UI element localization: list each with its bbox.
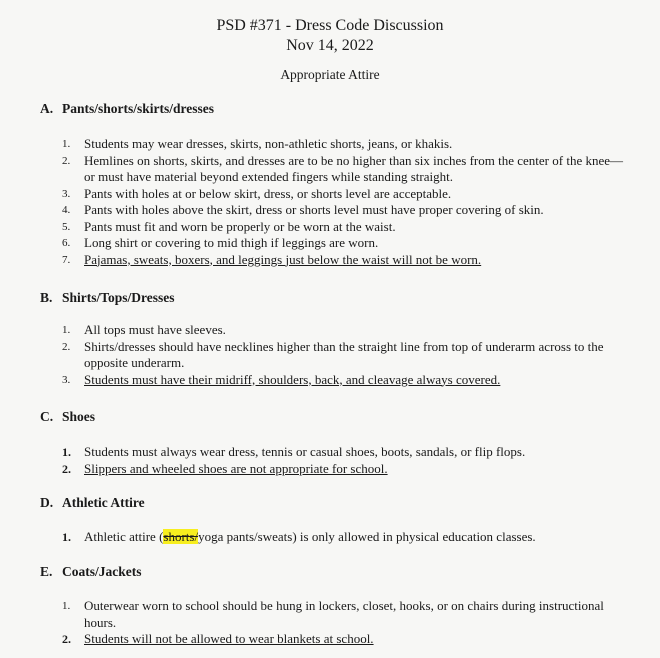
list-item [62,461,632,478]
section-c-list [62,444,632,477]
item-number: 3. [62,187,71,200]
list-item [62,339,632,372]
section-letter: C. [40,409,54,424]
item-text: Long shirt or covering to mid thigh if leggings are worn. [84,235,379,250]
item-number: 7. [62,253,71,266]
item-number: 1. [62,324,71,336]
section-title: Coats/Jackets [62,564,142,579]
item-number: 5. [62,220,71,233]
item-text: Students must always wear dress, tennis or casual shoes, boots, sandals, or flip flops. [84,444,526,459]
item-number: 3. [62,373,71,386]
section-title: Shoes [62,409,96,424]
item-text: Outerwear worn to school should be hung in lockers, closet, hooks, or on chairs during instructional hours. [84,598,604,630]
item-number: 1. [62,445,71,459]
section-letter: D. [40,495,54,510]
item-number: 2. [62,154,71,167]
item-number: 2. [62,340,71,353]
item-text: Hemlines on shorts, skirts, and dresses are to be no higher than six inches from the center of the knee—or must have material beyond extended fingers while standing straight. [84,152,623,184]
document-date: Nov 14, 2022 [286,37,374,54]
list-item [62,235,632,252]
item-number: 2. [62,461,71,476]
item-number: 1. [62,138,71,150]
document-title: PSD #371 - Dress Code Discussion [216,17,444,34]
section-title: Pants/shorts/skirts/dresses [62,101,215,116]
item-text: Shirts/dresses should have necklines higher than the straight line from top of underarm across to the opposite underarm. [84,338,604,370]
section-d-heading [40,495,145,511]
item-number: 2. [62,632,71,646]
item-text: Slippers and wheeled shoes are not appropriate for school. [84,460,388,476]
list-item [62,219,632,236]
list-item [62,598,632,631]
section-b-list [62,322,632,388]
section-title: Shirts/Tops/Dresses [62,290,175,305]
list-item [62,136,632,153]
section-c-heading [40,409,95,425]
list-item [62,631,632,648]
item-number: 6. [62,237,71,249]
list-item [62,322,632,339]
document-subtitle: Appropriate Attire [280,67,380,82]
list-item [62,153,632,186]
section-a-heading [40,101,214,117]
section-a-list [62,136,632,268]
item-text: Students may wear dresses, skirts, non-athletic shorts, jeans, or khakis. [84,136,453,151]
list-item [62,444,632,461]
item-text: Students will not be allowed to wear blankets at school. [84,631,374,646]
section-letter: E. [40,564,53,579]
item-text: Students must have their midriff, shoulders, back, and cleavage always covered. [84,371,501,387]
highlighted-strikethrough-text: shorts/ [163,529,199,544]
list-item [62,372,632,389]
section-title: Athletic Attire [62,495,145,510]
item-text: Pants with holes above the skirt, dress or shorts level must have proper covering of skin. [84,202,544,217]
item-text: Pajamas, sweats, boxers, and leggings just below the waist will not be worn. [84,251,482,267]
item-text: Pants with holes at or below skirt, dress, or shorts level are acceptable. [84,185,452,201]
list-item [62,202,632,219]
item-text: All tops must have sleeves. [84,322,226,337]
item-text-after: yoga pants/sweats) is only allowed in physical education classes. [198,529,536,544]
item-number: 1. [62,600,71,612]
section-e-heading [40,564,142,580]
item-number: 4. [62,204,71,216]
list-item [62,252,632,269]
item-text: Pants must fit and worn be properly or be worn at the waist. [84,218,396,234]
item-text-before: Athletic attire ( [84,529,164,544]
section-b-heading [40,290,175,306]
item-number: 1. [62,530,71,544]
list-item [62,186,632,203]
list-item [62,529,632,546]
section-d-list [62,529,632,546]
section-letter: A. [40,101,54,116]
section-e-list [62,598,632,648]
section-letter: B. [40,290,53,305]
